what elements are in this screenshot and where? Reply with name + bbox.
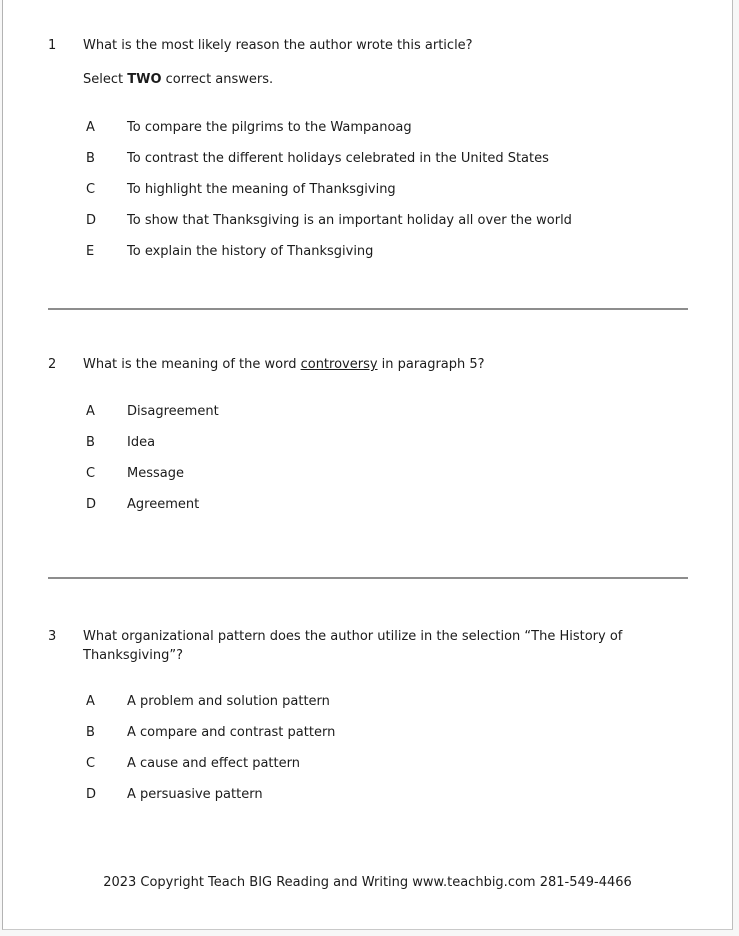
question-text-prefix: What is the meaning of the word (83, 357, 301, 372)
question-number: 1 (48, 38, 57, 53)
question-text-suffix: in paragraph 5? (377, 357, 485, 372)
question-text-underlined: controversy (300, 357, 378, 372)
option-text: A persuasive pattern (127, 787, 263, 802)
option-text: Disagreement (127, 404, 219, 419)
instruction-bold: TWO (127, 72, 162, 87)
option-row-b (86, 150, 690, 167)
option-text: Idea (127, 435, 156, 450)
option-text: To contrast the different holidays celebrated in the United States (127, 151, 549, 166)
option-letter: D (86, 213, 97, 228)
option-letter: B (86, 435, 95, 450)
question-text: What is the most likely reason the author wrote this article? (83, 38, 473, 53)
question-number: 3 (48, 629, 57, 644)
question-block-1 (48, 36, 690, 274)
options-list (48, 119, 690, 260)
option-letter: D (86, 787, 97, 802)
option-row-e (86, 243, 690, 260)
option-letter: C (86, 182, 96, 197)
document-page (2, 0, 733, 930)
option-row-a (86, 403, 690, 420)
option-text: To compare the pilgrims to the Wampanoag (127, 120, 412, 135)
page-footer (3, 874, 732, 891)
option-row-b (86, 724, 690, 741)
options-list (48, 693, 690, 803)
option-letter: B (86, 725, 95, 740)
option-row-c (86, 181, 690, 198)
option-letter: A (86, 694, 95, 709)
option-row-a (86, 119, 690, 136)
option-letter: C (86, 466, 96, 481)
options-list (48, 403, 690, 513)
question-instruction (83, 70, 690, 89)
option-letter: D (86, 497, 97, 512)
footer-text: 2023 Copyright Teach BIG Reading and Writing www.teachbig.com 281-549-4466 (103, 875, 632, 890)
option-row-a (86, 693, 690, 710)
option-text: A cause and effect pattern (127, 756, 300, 771)
question-row (48, 36, 690, 55)
option-letter: C (86, 756, 96, 771)
option-letter: E (86, 244, 95, 259)
section-divider (48, 577, 688, 579)
question-row (48, 627, 690, 665)
question-block-2 (48, 355, 690, 527)
option-text: To highlight the meaning of Thanksgiving (127, 182, 396, 197)
instruction-suffix: correct answers. (161, 72, 274, 87)
option-letter: A (86, 120, 95, 135)
question-text (83, 355, 687, 374)
option-row-b (86, 434, 690, 451)
option-text: A problem and solution pattern (127, 694, 330, 709)
question-row (48, 355, 690, 374)
section-divider (48, 308, 688, 310)
question-block-3 (48, 627, 690, 817)
option-letter: A (86, 404, 95, 419)
option-text: To explain the history of Thanksgiving (127, 244, 374, 259)
option-text: Message (127, 466, 184, 481)
question-number: 2 (48, 357, 57, 372)
option-row-d (86, 786, 690, 803)
question-text: What organizational pattern does the author utilize in the selection “The History of Thanksgiving”? (83, 629, 623, 663)
option-letter: B (86, 151, 95, 166)
option-text: Agreement (127, 497, 200, 512)
option-text: To show that Thanksgiving is an important holiday all over the world (127, 213, 572, 228)
option-row-d (86, 496, 690, 513)
option-row-d (86, 212, 690, 229)
option-row-c (86, 465, 690, 482)
instruction-prefix: Select (83, 72, 128, 87)
option-text: A compare and contrast pattern (127, 725, 336, 740)
option-row-c (86, 755, 690, 772)
